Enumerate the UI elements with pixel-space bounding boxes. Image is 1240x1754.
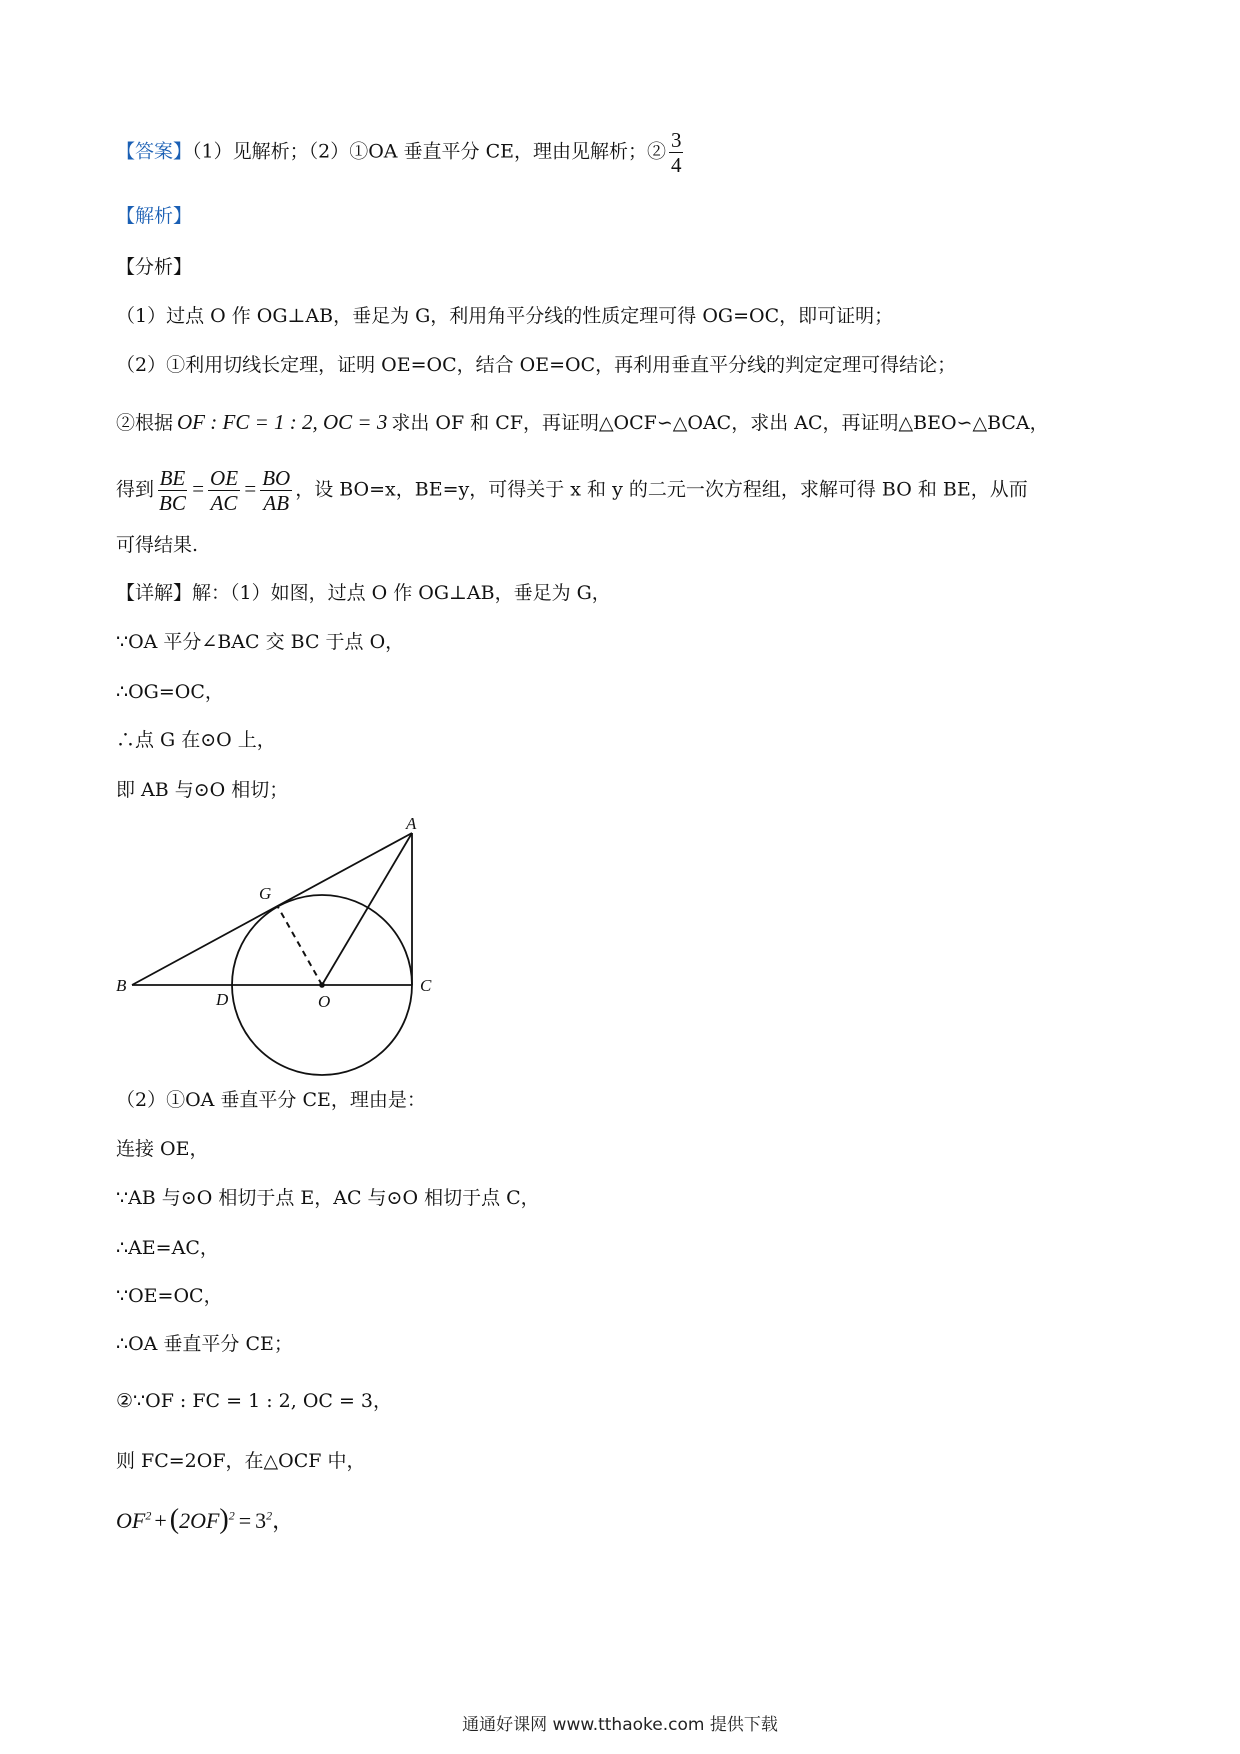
eq-term-a: OF: [116, 1508, 146, 1533]
fraction-denominator: AB: [263, 491, 290, 516]
part2-line-7: ②∵OF : FC = 1 : 2, OC = 3，: [116, 1390, 393, 1412]
fraction-numerator: BO: [262, 466, 291, 490]
point-o: [319, 982, 325, 988]
segment-og-dashed: [278, 907, 322, 985]
plus-sign: +: [154, 1508, 167, 1533]
answer-line: [116, 128, 686, 177]
fenxi-line-2: （2）①利用切线长定理，证明 OE=OC，结合 OE=OC，再利用垂直平分线的判定定理可得结论；: [116, 354, 957, 376]
fenxi-4-prefix: 得到: [116, 478, 155, 501]
label-a: A: [406, 815, 417, 833]
fraction-denominator: BC: [159, 491, 186, 516]
paren-close: ): [219, 1504, 229, 1535]
eq-exp-rhs: 2: [266, 1508, 273, 1523]
fraction-numerator: BE: [159, 466, 186, 490]
fenxi-line-3: [116, 410, 1049, 435]
part2-line-8: 则 FC=2OF，在△OCF 中，: [116, 1450, 366, 1472]
fenxi-line-1: （1）过点 O 作 OG⊥AB，垂足为 G，利用角平分线的性质定理可得 OG=OC，即可证明；: [116, 305, 894, 327]
part2-line-3: ∵AB 与⊙O 相切于点 E，AC 与⊙O 相切于点 C，: [116, 1187, 540, 1209]
eq-rhs: 3: [255, 1508, 267, 1533]
fenxi-tag: 【分析】: [116, 256, 193, 278]
geometry-figure: [110, 815, 440, 1080]
detail-line-2: ∵OA 平分∠BAC 交 BC 于点 O，: [116, 631, 405, 653]
eq-exp-b: 2: [228, 1508, 235, 1523]
analysis-tag: 【解析】: [116, 205, 193, 227]
part2-line-4: ∴AE=AC，: [116, 1237, 219, 1259]
fenxi-3-suffix: 求出 OF 和 CF，再证明△OCF∽△OAC，求出 AC，再证明△BEO∽△BCA，: [391, 412, 1049, 434]
part2-line-6: ∴OA 垂直平分 CE；: [116, 1333, 293, 1355]
equals-sign: =: [243, 476, 258, 501]
fraction-bo-ab: [260, 466, 292, 515]
fenxi-4-suffix: ，设 BO=x，BE=y，可得关于 x 和 y 的二元一次方程组，求解可得 BO 和 BE，从而: [295, 478, 1028, 501]
label-b: B: [116, 976, 127, 995]
equals-sign: =: [238, 1508, 252, 1533]
equals-sign: =: [190, 476, 206, 501]
label-o: O: [318, 992, 331, 1011]
part2-line-5: ∵OE=OC，: [116, 1285, 223, 1307]
fenxi-3-prefix: ②根据: [116, 412, 174, 434]
detail-line-5: 即 AB 与⊙O 相切；: [116, 779, 289, 801]
fraction-denominator: AC: [210, 491, 238, 516]
footer: 通通好课网 www.tthaoke.com 提供下载: [462, 1715, 778, 1735]
part2-line-2: 连接 OE，: [116, 1138, 209, 1160]
detail-line-1: 【详解】解：（1）如图，过点 O 作 OG⊥AB，垂足为 G，: [116, 582, 611, 604]
comma: ，: [272, 1508, 295, 1533]
eq-term-b: 2OF: [179, 1508, 220, 1533]
fraction-numerator: 3: [670, 128, 682, 152]
label-g: G: [259, 884, 272, 903]
fraction-numerator: OE: [210, 466, 239, 490]
fraction-be-bc: [157, 466, 188, 515]
paren-open: (: [169, 1504, 180, 1535]
fenxi-3-math: OF : FC = 1 : 2, OC = 3: [177, 410, 388, 434]
eq-exp-a: 2: [145, 1508, 152, 1523]
segment-oa: [322, 833, 412, 985]
fraction-denominator: 4: [670, 153, 682, 178]
fenxi-line-5: 可得结果.: [116, 534, 199, 556]
detail-line-4: ∴点 G 在⊙O 上，: [116, 729, 276, 751]
label-d: D: [216, 990, 229, 1009]
fraction-oe-ac: [208, 466, 240, 515]
part2-line-1: （2）①OA 垂直平分 CE，理由是：: [116, 1089, 426, 1111]
fenxi-line-4: [116, 466, 1028, 515]
label-c: C: [420, 976, 432, 995]
answer-tag: 【答案】: [116, 140, 193, 163]
equation-line: [116, 1503, 294, 1537]
answer-text: （1）见解析；（2）①OA 垂直平分 CE，理由见解析；②: [192, 140, 666, 163]
answer-fraction: [669, 128, 684, 177]
detail-line-3: ∴OG=OC，: [116, 681, 224, 703]
